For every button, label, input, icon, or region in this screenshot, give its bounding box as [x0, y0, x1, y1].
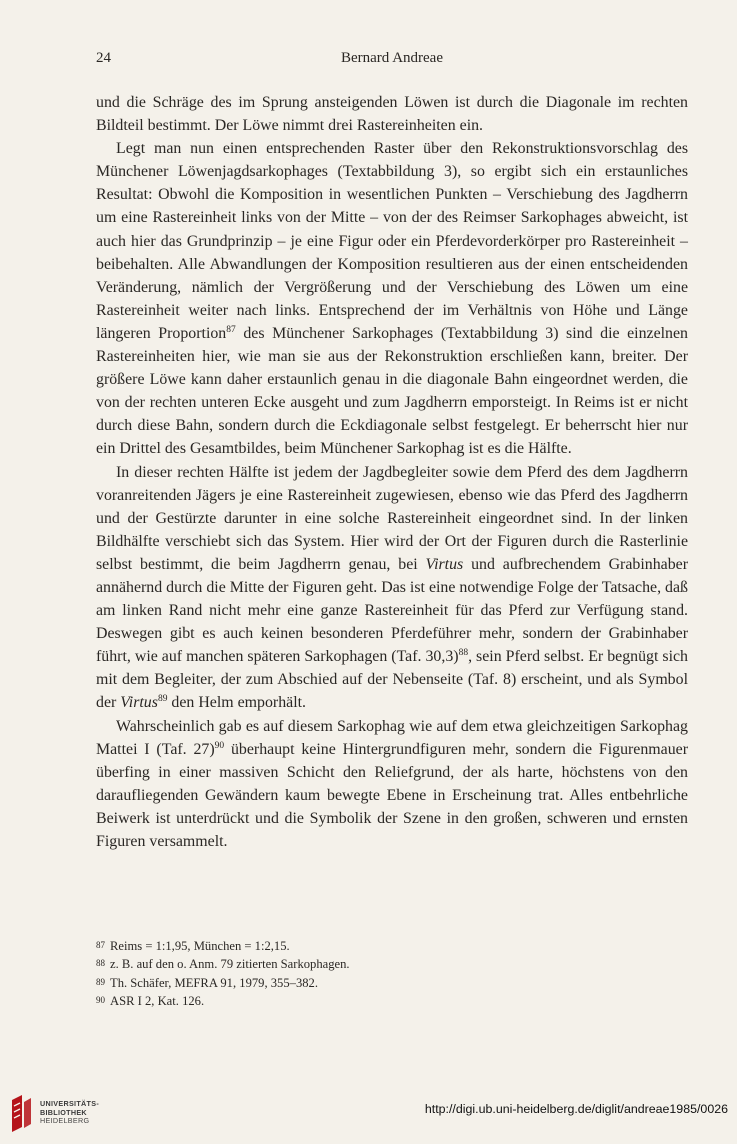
library-name-line: BIBLIOTHEK [40, 1107, 87, 1117]
page-footer [0, 1090, 737, 1144]
paragraph-text: In dieser rechten Hälfte ist jedem der Jagdbegleiter sowie dem Pferd des dem Jagdherrn voranreitenden Jägers je eine Rastereinheit zugewiesen, ebenso wie das Pferd des Jagdherrn und der Gestürzte darunter in eine solche Rastereinheit eingeordnet sind. In der linken Bildhälfte verschiebt sich das System. Hier wird der Ort der Figuren durch die Rasterlinie selbst bestimmt, die beim Jagdherrn genau, bei [96, 463, 688, 573]
footnote-ref-90[interactable]: 90 [214, 740, 225, 751]
university-library-heidelberg-logo-icon[interactable] [8, 1094, 34, 1134]
library-name-line: HEIDELBERG [40, 1116, 90, 1126]
footnote-text: z. B. auf den o. Anm. 79 zitierten Sarkophagen. [110, 957, 350, 972]
footnote-text: Reims = 1:1,95, München = 1:2,15. [110, 939, 290, 953]
paragraph-text: Legt man nun einen entsprechenden Raster über den Rekonstruktionsvorschlag des Münchener Löwenjagdsarkophages (Textabbildung 3), so ergibt sich ein erstaunliches Resultat: Obwohl die Komposition in wesentlichen Punkten – Verschiebung des Jagdherrn um eine Rastereinheit links von der Mitte – von der des Reimser Sarkophages abweicht, ist auch hier das Grundprinzip – je eine Figur oder ein Pferdevorderkörper pro Rastereinheit – beibehalten. Alle Abwandlungen der Komposition resultieren aus der einen entscheidenden Veränderung, nämlich der Vergrößerung und der Verschiebung des Löwen um eine Rastereinheit weiter nach links. Entsprechend der im Verhältnis von Höhe und Länge längeren Proportion [96, 140, 688, 342]
italic-term-virtus: Virtus [425, 555, 464, 573]
footnote-mark: 87 [96, 940, 105, 950]
footnote-text: Th. Schäfer, MEFRA 91, 1979, 355–382. [110, 975, 318, 990]
footnote-ref-87[interactable]: 87 [226, 324, 236, 335]
footnotes [96, 937, 688, 1011]
paragraph-text: Wahrscheinlich gab es auf diesem Sarkophag wie auf dem etwa gleichzeitigen Sarkophag Mattei I (Taf. 27) [96, 717, 688, 758]
paragraph-text: und die Schräge des im Sprung ansteigenden Löwen ist durch die Diagonale im rechten Bildteil bestimmt. Der Löwe nimmt drei Rastereinheiten ein. [96, 94, 688, 135]
footnote-ref-88[interactable]: 88 [458, 648, 469, 659]
source-url-link[interactable]: http://digi.ub.uni-heidelberg.de/diglit/andreae1985/0026 [424, 1102, 728, 1116]
body-text [96, 91, 688, 853]
page-number: 24 [96, 50, 111, 66]
running-title: Bernard Andreae [340, 50, 444, 66]
footnote-mark: 88 [96, 958, 105, 969]
paragraph-3 [96, 461, 688, 715]
footnote-90 [96, 992, 688, 1010]
paragraph-text: , sein Pferd selbst. Er begnügt sich mit dem Begleiter, der zum Abschied auf der Nebenseite (Taf. 8) erscheint, und als Symbol der [96, 648, 688, 712]
footnote-87 [96, 937, 688, 955]
paragraph-4 [96, 715, 688, 854]
footnote-ref-89[interactable]: 89 [157, 694, 168, 705]
paragraph-text: und aufbrechendem Grabinhaber annähernd durch die Mitte der Figuren geht. Das ist eine notwendige Folge der Tatsache, daß am linken Rand nicht mehr eine ganze Rastereinheit für das Pferd zur Verfügung stand. Deswegen gibt es auch keinen besonderen Pferdeführer mehr, sondern der Grabinhaber führt, wie auf manchen späteren Sarkophagen (Taf. 30,3) [96, 555, 688, 666]
footnote-88 [96, 955, 688, 973]
footnote-89 [96, 974, 688, 992]
page-header [96, 50, 688, 74]
paragraph-1 [96, 91, 688, 137]
footnote-text: ASR I 2, Kat. 126. [110, 994, 205, 1009]
footnote-mark: 89 [96, 976, 105, 987]
paragraph-2 [96, 137, 688, 460]
library-name-line: UNIVERSITÄTS- [40, 1099, 100, 1108]
paragraph-text: den Helm emporhält. [167, 694, 306, 712]
italic-term-virtus: Virtus [120, 694, 158, 712]
library-name [40, 1100, 99, 1126]
paragraph-text: des Münchener Sarkophages (Textabbildung 3) sind die einzelnen Rastereinheiten hier, wie man sie aus der Rekonstruktion erschließen kann, breiter. Der größere Löwe kann daher erstaunlich genau in die diagonale Bahn eingeordnet werden, die von der rechten unteren Ecke ausgeht und zum Jagdherrn emporsteigt. In Reims ist er nicht durch diese Bahn, sondern durch die Eckdiagonale selbst festgelegt. Er beherrscht hier nur ein Drittel des Gesamtbildes, beim Münchener Sarkophag ist es die Hälfte. [96, 324, 688, 458]
footnote-mark: 90 [96, 995, 105, 1006]
paragraph-text: überhaupt keine Hintergrundfiguren mehr, sondern die Figurenmauer überfing in einer massiven Schicht den Reliefgrund, der als harte, höchstens von den daraufliegenden Gewändern kaum bewegte Ebene in Erscheinung trat. Alles entbehrliche Beiwerk ist unterdrückt und die Symbolik der Szene in den großen, schweren und ernsten Figuren versammelt. [96, 740, 689, 850]
